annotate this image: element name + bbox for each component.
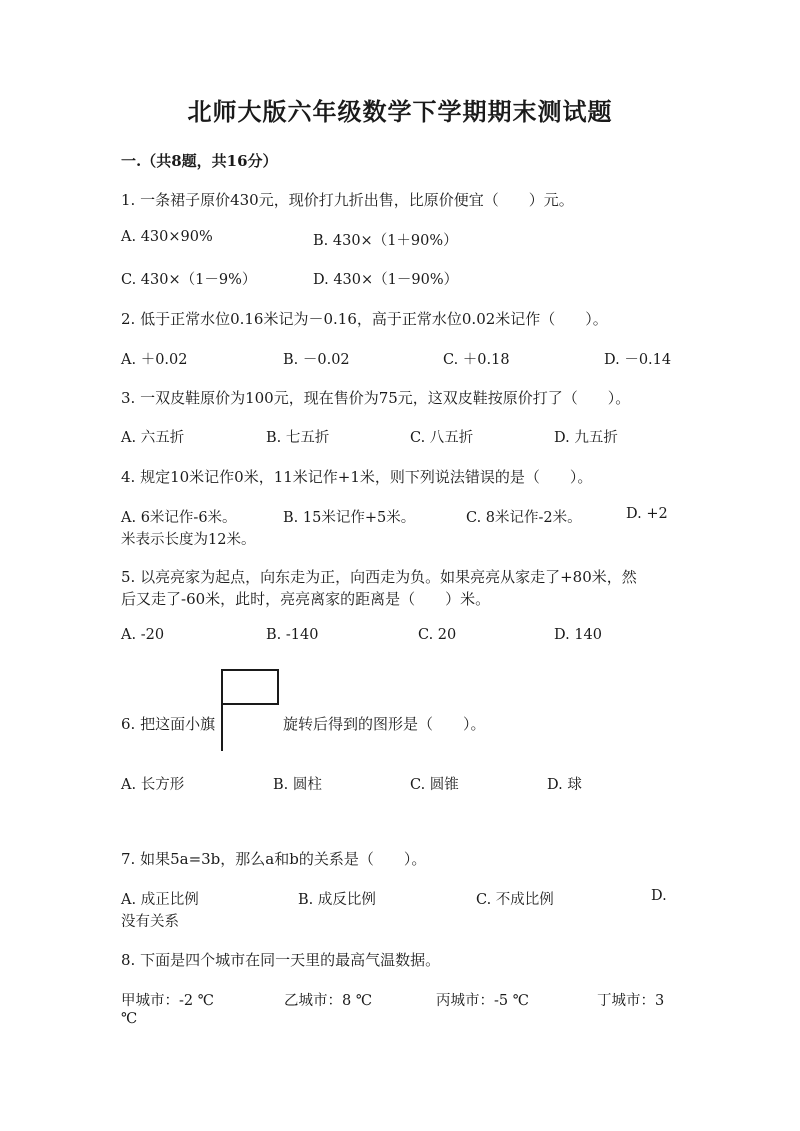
- question-1-option-a[interactable]: A. 430×90%: [121, 229, 213, 245]
- question-6-option-b[interactable]: B. 圆柱: [273, 777, 322, 793]
- city-temp-jia: 甲城市：-2 ℃: [121, 993, 214, 1009]
- question-6-stem-start: 6. 把这面小旗: [121, 715, 216, 733]
- question-5-option-c[interactable]: C. 20: [418, 627, 457, 643]
- question-7-stem: 7. 如果5a=3b，那么a和b的关系是（ ）。: [121, 850, 427, 868]
- question-1-option-b[interactable]: B. 430×（1＋90%）: [313, 233, 458, 249]
- question-3-option-a[interactable]: A. 六五折: [121, 430, 185, 446]
- question-1-stem: 1. 一条裙子原价430元，现价打九折出售，比原价便宜（ ）元。: [121, 191, 574, 209]
- question-1-option-c[interactable]: C. 430×（1－9%）: [121, 272, 257, 288]
- section-heading: 一.（共8题，共16分）: [121, 152, 278, 170]
- question-4-option-a[interactable]: A. 6米记作-6米。: [121, 510, 237, 526]
- question-4-stem: 4. 规定10米记作0米，11米记作+1米，则下列说法错误的是（ ）。: [121, 468, 593, 486]
- city-temp-yi: 乙城市：8 ℃: [284, 993, 373, 1009]
- question-5-option-b[interactable]: B. -140: [266, 627, 319, 643]
- question-3-option-c[interactable]: C. 八五折: [410, 430, 474, 446]
- question-7-option-b[interactable]: B. 成反比例: [298, 892, 376, 908]
- question-3-option-d[interactable]: D. 九五折: [554, 430, 618, 446]
- question-6-stem-end: 旋转后得到的图形是（ ）。: [283, 715, 486, 733]
- question-4-option-d-continued: 米表示长度为12米。: [121, 532, 256, 548]
- question-2-option-c[interactable]: C. ＋0.18: [443, 352, 510, 368]
- question-5-stem-continued: 后又走了-60米，此时，亮亮离家的距离是（ ）米。: [121, 590, 491, 608]
- question-1-option-d[interactable]: D. 430×（1－90%）: [313, 272, 459, 288]
- question-4-option-c[interactable]: C. 8米记作-2米。: [466, 510, 582, 526]
- question-7-option-d[interactable]: D.: [651, 888, 667, 904]
- question-3-option-b[interactable]: B. 七五折: [266, 430, 330, 446]
- flag-figure: [220, 669, 280, 751]
- question-8-stem: 8. 下面是四个城市在同一天里的最高气温数据。: [121, 951, 441, 969]
- city-temp-ding-continued: ℃: [121, 1011, 138, 1027]
- page-title: 北师大版六年级数学下学期期末测试题: [187, 97, 613, 126]
- question-5-option-a[interactable]: A. -20: [121, 627, 165, 643]
- question-2-stem: 2. 低于正常水位0.16米记为－0.16，高于正常水位0.02米记作（ ）。: [121, 310, 608, 328]
- city-temp-ding: 丁城市：3: [597, 993, 665, 1009]
- city-temp-bing: 丙城市：-5 ℃: [436, 993, 529, 1009]
- question-7-option-a[interactable]: A. 成正比例: [121, 892, 199, 908]
- question-3-stem: 3. 一双皮鞋原价为100元，现在售价为75元，这双皮鞋按原价打了（ ）。: [121, 389, 631, 407]
- question-7-option-c[interactable]: C. 不成比例: [476, 892, 554, 908]
- question-6-option-c[interactable]: C. 圆锥: [410, 777, 459, 793]
- question-5-stem: 5. 以亮亮家为起点，向东走为正，向西走为负。如果亮亮从家走了+80米，然: [121, 568, 637, 586]
- question-4-option-b[interactable]: B. 15米记作+5米。: [283, 510, 416, 526]
- question-6-option-a[interactable]: A. 长方形: [121, 777, 185, 793]
- question-2-option-b[interactable]: B. －0.02: [283, 352, 350, 368]
- question-4-option-d[interactable]: D. +2: [626, 506, 668, 522]
- question-7-option-d-continued: 没有关系: [121, 914, 179, 930]
- question-5-option-d[interactable]: D. 140: [554, 627, 603, 643]
- question-2-option-a[interactable]: A. ＋0.02: [121, 352, 188, 368]
- question-2-option-d[interactable]: D. －0.14: [604, 352, 672, 368]
- question-6-option-d[interactable]: D. 球: [547, 777, 582, 793]
